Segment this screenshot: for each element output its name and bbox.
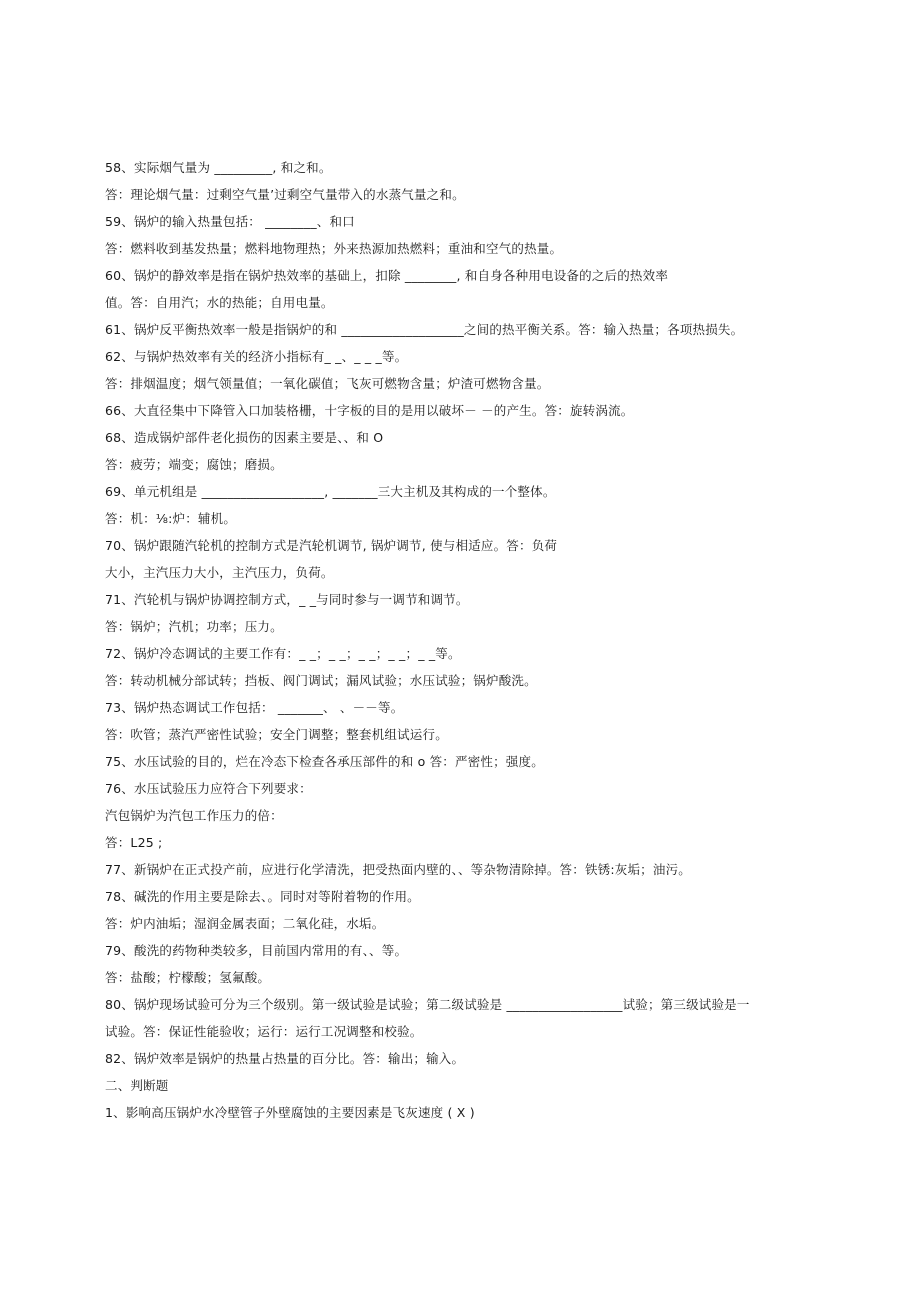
text-line-q77: 77、新锅炉在正式投产前，应进行化学清洗，把受热面内壁的、、等杂物清除掉。答：铁锈:灰垢；油污。 xyxy=(105,862,691,877)
text-line-a79: 答：盐酸；柠檬酸；氢氟酸。 xyxy=(105,970,271,985)
text-line-a71: 答：锅炉；汽机；功率；压力。 xyxy=(105,619,283,634)
text-line-a68: 答：疲劳；端变；腐蚀；磨损。 xyxy=(105,457,283,472)
text-line-q71: 71、汽轮机与锅炉协调控制方式，_ _与同时参与一调节和调节。 xyxy=(105,592,469,607)
text-line-q76: 76、水压试验压力应符合下列要求： xyxy=(105,781,312,796)
text-line-a69: 答：机：⅛:炉：辅机。 xyxy=(105,511,237,526)
text-line-q72: 72、锅炉冷态调试的主要工作有：_ _；_ _；_ _；_ _；_ _等。 xyxy=(105,646,461,661)
text-line-a80: 试验。答：保证性能验收；运行：运行工况调整和校验。 xyxy=(105,1024,423,1039)
text-line-q61: 61、锅炉反平衡热效率一般是指锅炉的和 ___________________之间的热平衡关系。答：输入热量；各项热损失。 xyxy=(105,322,744,337)
text-line-q70: 70、锅炉跟随汽轮机的控制方式是汽轮机调节, 锅炉调节, 使与相适应。答：负荷 xyxy=(105,538,558,553)
text-line-q59: 59、锅炉的输入热量包括： ________、和口 xyxy=(105,214,355,229)
text-line-q60: 60、锅炉的静效率是指在锅炉热效率的基础上，扣除 ________, 和自身各种用电设备的之后的热效率 xyxy=(105,268,669,283)
text-line-q68: 68、造成锅炉部件老化损伤的因素主要是、、和 O xyxy=(105,430,384,445)
text-line-a73: 答：吹管；蒸汽严密性试验；安全门调整；整套机组试运行。 xyxy=(105,727,448,742)
text-line-a76: 答：L25 ; xyxy=(105,835,163,850)
text-line-q75: 75、水压试验的目的，烂在冷态下检查各承压部件的和 o 答：严密性；强度。 xyxy=(105,754,544,769)
text-line-a58: 答：理论烟气量：过剩空气量’过剩空气量带入的水蒸气量之和。 xyxy=(105,187,465,202)
text-line-q82: 82、锅炉效率是锅炉的热量占热量的百分比。答：输出；输入。 xyxy=(105,1051,465,1066)
text-line-q78: 78、碱洗的作用主要是除去、。同时对等附着物的作用。 xyxy=(105,889,420,904)
text-line-a70: 大小，主汽压力大小，主汽压力，负荷。 xyxy=(105,565,334,580)
text-line-q80: 80、锅炉现场试验可分为三个级别。第一级试验是试验；第二级试验是 __________________试验；第三级试验是一 xyxy=(105,997,750,1012)
text-line-a72: 答：转动机械分部试转；挡板、阀门调试；漏风试验；水压试验；锅炉酸洗。 xyxy=(105,673,537,688)
qa-text-block xyxy=(105,158,805,1130)
text-line-judge1: 1、影响高压锅炉水冷壁管子外壁腐蚀的主要因素是飞灰速度 ( X ) xyxy=(105,1105,475,1120)
text-line-q76-sub: 汽包锅炉为汽包工作压力的倍： xyxy=(105,808,283,823)
text-line-q66: 66、大直径集中下降管入口加装格栅，十字板的目的是用以破坏－ －的产生。答：旋转涡流。 xyxy=(105,403,634,418)
text-line-q79: 79、酸洗的药物种类较多，目前国内常用的有、、等。 xyxy=(105,943,408,958)
text-line-a59: 答：燃料收到基发热量；燃料地物理热；外来热源加热燃料；重油和空气的热量。 xyxy=(105,241,563,256)
section-heading: 二、判断题 xyxy=(105,1078,169,1093)
text-line-q69: 69、单元机组是 ___________________, _______三大主机及其构成的一个整体。 xyxy=(105,484,556,499)
text-line-a62: 答：排烟温度；烟气领量值；一氧化碳值；飞灰可燃物含量；炉渣可燃物含量。 xyxy=(105,376,550,391)
text-line-a78: 答：炉内油垢；湿润金属表面；二氧化硅，水垢。 xyxy=(105,916,385,931)
text-line-q62: 62、与锅炉热效率有关的经济小指标有_ _、_ _ _等。 xyxy=(105,349,408,364)
text-line-q73: 73、锅炉热态调试工作包括： _______、 、－－等。 xyxy=(105,700,404,715)
text-line-a60: 值。答：自用汽；水的热能；自用电量。 xyxy=(105,295,334,310)
text-line-q58: 58、实际烟气量为 _________, 和之和。 xyxy=(105,160,332,175)
